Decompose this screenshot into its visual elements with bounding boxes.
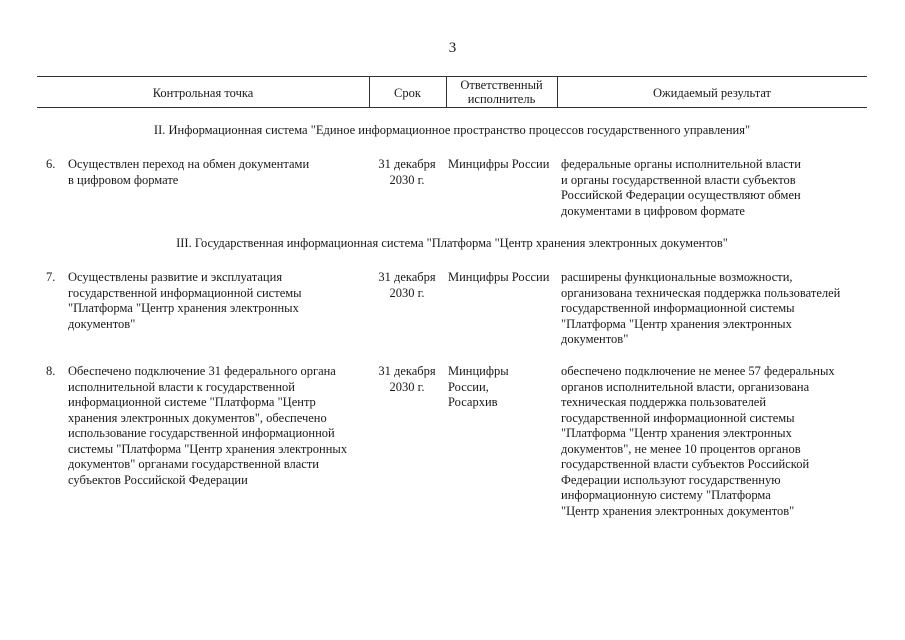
header-responsible: Ответственный исполнитель bbox=[460, 78, 543, 106]
row-expected-result: расширены функциональные возможности, организована техническая поддержка пользователей государственной информационной системы "Платформа "Центр хранения электронных документов" bbox=[561, 270, 841, 346]
row-number: 6. bbox=[46, 157, 56, 171]
row-responsible: Минцифры России bbox=[448, 157, 550, 171]
table-header-bottom-rule bbox=[37, 107, 867, 108]
row-expected-result: федеральные органы исполнительной власти и органы государственной власти субъектов Российской Федерации осуществляют обмен документами в цифровом формате bbox=[561, 157, 801, 218]
row-deadline: 31 декабря 2030 г. bbox=[378, 364, 436, 394]
page-number: 3 bbox=[448, 40, 457, 56]
row-control-point: Обеспечено подключение 31 федерального органа исполнительной власти к государственной информационной системе "Платформа "Центр хранения электронных документов", обеспечено использование государственной информационной системы "Платформа "Центр хранения электронных документов" органами государственной власти субъектов Российской Федерации bbox=[68, 364, 348, 487]
row-control-point: Осуществлены развитие и эксплуатация государственной информационной системы "Платформа "Центр хранения электронных документов" bbox=[68, 270, 302, 331]
section-title: III. Государственная информационная система "Платформа "Центр хранения электронных документов" bbox=[176, 236, 728, 250]
section-title: II. Информационная система "Единое информационное пространство процессов государственного управления" bbox=[153, 123, 751, 137]
row-deadline: 31 декабря 2030 г. bbox=[378, 270, 436, 300]
row-number: 8. bbox=[46, 364, 56, 378]
row-number: 7. bbox=[46, 270, 56, 284]
row-responsible: Минцифры России bbox=[448, 270, 550, 284]
table-top-rule bbox=[37, 76, 867, 77]
row-expected-result: обеспечено подключение не менее 57 федеральных органов исполнительной власти, организована техническая поддержка пользователей государственной информационной системы "Платформа "Центр хранения электронных документов", не менее 10 процентов органов государственной власти субъектов Российской Федерации используют государственную информационную систему "Платформа "Центр хранения электронных документов" bbox=[561, 364, 835, 518]
row-responsible: Минцифры России, Росархив bbox=[448, 364, 509, 409]
header-control-point: Контрольная точка bbox=[152, 86, 254, 100]
row-control-point: Осуществлен переход на обмен документами в цифровом формате bbox=[68, 157, 310, 187]
header-deadline: Срок bbox=[394, 86, 421, 100]
row-deadline: 31 декабря 2030 г. bbox=[378, 157, 436, 187]
header-expected-result: Ожидаемый результат bbox=[652, 86, 772, 100]
